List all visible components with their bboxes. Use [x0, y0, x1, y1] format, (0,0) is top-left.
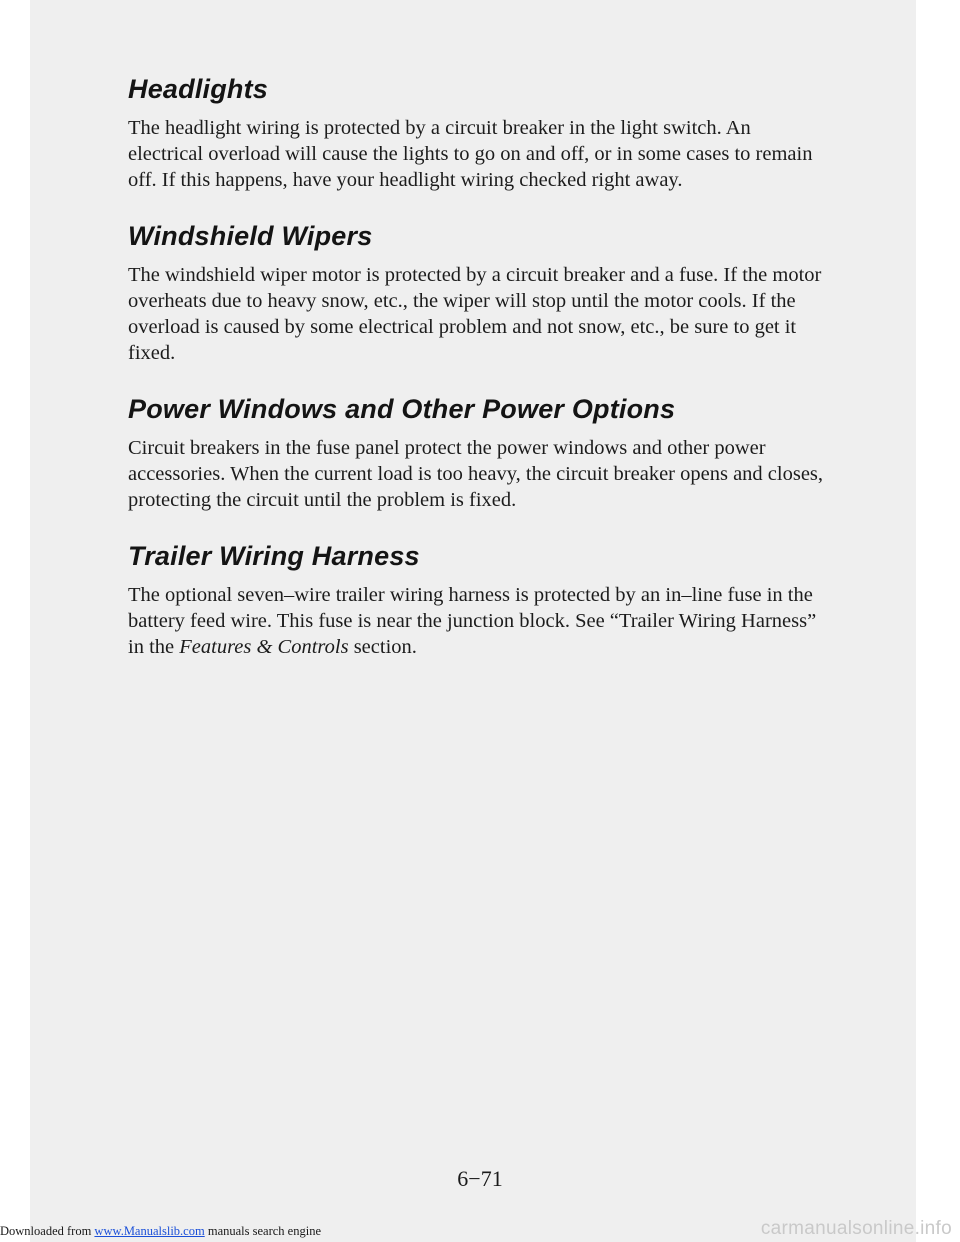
download-banner	[0, 1224, 321, 1239]
page-number: 6−71	[457, 1166, 503, 1191]
section-trailer-wiring	[128, 541, 828, 660]
section-body: The headlight wiring is protected by a circuit breaker in the light switch. An electrical overload will cause the lights to go on and off, or in some cases to remain off. If this happens, have your headlight wiring checked right away.	[128, 117, 813, 191]
section-heading: Trailer Wiring Harness	[128, 541, 420, 571]
banner-prefix: Downloaded from	[0, 1224, 95, 1238]
section-headlights	[128, 74, 828, 193]
section-body	[128, 582, 828, 660]
watermark: carmanualsonline.info	[760, 1218, 952, 1239]
banner-suffix: manuals search engine	[204, 1224, 321, 1238]
section-body: The windshield wiper motor is protected by a circuit breaker and a fuse. If the motor overheats due to heavy snow, etc., the wiper will stop until the motor cools. If the overload is caused by some electrical problem and not snow, etc., be sure to get it fixed.	[128, 264, 822, 364]
manualslib-link[interactable]: www.Manualslib.com	[94, 1224, 205, 1238]
section-power-windows	[128, 394, 828, 513]
section-windshield-wipers	[128, 221, 828, 366]
body-text: The optional seven–wire trailer wiring harness is protected by an in–line fuse in the battery feed wire. This fuse is near the junction block. See “Trailer Wiring Harness” in the	[128, 584, 817, 658]
body-text: section.	[348, 636, 417, 658]
body-emphasis: Features & Controls	[179, 636, 349, 658]
section-heading: Power Windows and Other Power Options	[128, 394, 676, 424]
section-heading: Headlights	[128, 74, 269, 104]
page-content	[128, 74, 828, 688]
section-body: Circuit breakers in the fuse panel protect the power windows and other power accessories. When the current load is too heavy, the circuit breaker opens and closes, protecting the circuit until the problem is fixed.	[128, 437, 824, 511]
section-heading: Windshield Wipers	[128, 221, 373, 251]
